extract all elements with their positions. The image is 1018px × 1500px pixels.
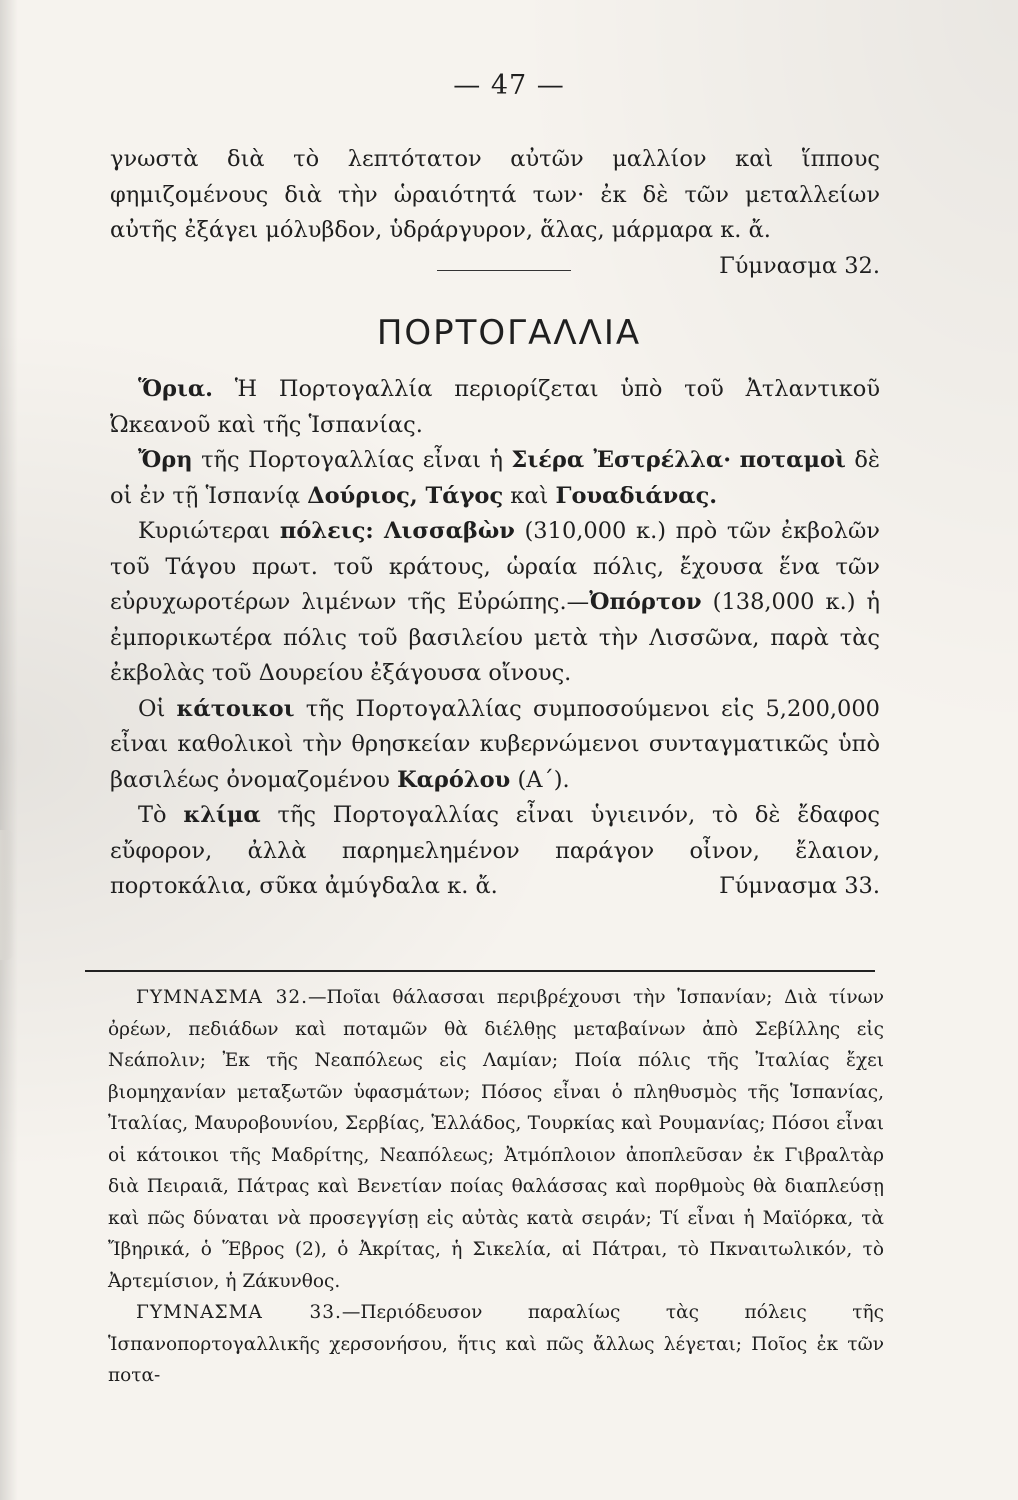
page-tear-mark (0, 830, 14, 960)
exercise-32: ΓΥΜΝΑΣΜΑ 32.—Ποῖαι θάλασσαι περιβρέχουσι τὴν Ἱσπανίαν; Διὰ τίνων ὀρέων, πεδιάδων καὶ ποταμῶν θὰ διέλθῃς μεταβαίνων ἀπὸ Σεβίλλης εἰς Νεάπολιν; Ἐκ τῆς Νεαπόλεως εἰς Λαμίαν; Ποία πόλις τῆς Ἰταλίας ἔχει βιομηχανίαν μεταξωτῶν ὑφασμάτων; Πόσος εἶναι ὁ πληθυσμὸς τῆς Ἱσπανίας, Ἰταλίας, Μαυροβουνίου, Σερβίας, Ἑλλάδος, Τουρκίας καὶ Ρουμανίας; Πόσοι εἶναι οἱ κάτοικοι τῆς Μαδρίτης, Νεαπόλεως; Ἀτμόπλοιον ἀποπλεῦσαν ἐκ Γιβραλτὰρ διὰ Πειραιᾶ, Πάτρας καὶ Βενετίαν ποίας θαλάσσας καὶ πορθμοὺς θὰ διαπλεύσῃ καὶ πῶς δύναται νὰ προσεγγίσῃ εἰς αὐτὰς κατὰ σειράν; Τί εἶναι ἡ Μαϊόρκα, τὰ Ἴβηρικά, ὁ Ἕβρος (2), ὁ Ἀκρίτας, ἡ Σικελία, αἱ Πάτραι, τὸ Πκναιτωλικόν, τὸ Ἀρτεμίσιον, ἡ Ζάκυνθος. (108, 987, 884, 1292)
paragraph-mountains-rivers: Ὄρη τῆς Πορτογαλλίας εἶναι ἡ Σιέρα Ἐστρέλλα· ποταμοὶ δὲ οἱ ἐν τῇ Ἱσπανίᾳ Δούριος, Τάγος καὶ Γουαδιάνας. (110, 447, 880, 509)
paragraph-climate: Τὸ κλίμα τῆς Πορτογαλλίας εἶναι ὑγιεινόν, τὸ δὲ ἔδαφος εὔφορον, ἀλλὰ παρημελημένον παράγον οἶνον, ἔλαιον, πορτοκάλια, σῦκα ἀμύγδαλα κ. ἄ. Γύμνασμα 33. (110, 798, 880, 905)
paragraph-borders: Ὅρια. Ἡ Πορτογαλλία περιορίζεται ὑπὸ τοῦ Ἀτλαντικοῦ Ὠκεανοῦ καὶ τῆς Ἱσπανίας. (110, 376, 880, 438)
label-borders: Ὅρια. (138, 376, 213, 402)
footnote-divider (85, 970, 875, 972)
exercise-reference-32: Γύμνασμα 32. (719, 252, 880, 279)
page-number: — 47 — (453, 70, 565, 101)
binding-edge-shadow (0, 0, 18, 1500)
paragraph-inhabitants: Οἱ κάτοικοι τῆς Πορτογαλλίας συμποσούμενοι εἰς 5,200,000 εἶναι καθολικοὶ τὴν θρησκείαν κυβερνώμενοι συνταγματικῶς ὑπὸ βασιλέως ὀνομαζομένου Καρόλου (Α΄). (110, 695, 880, 793)
paragraph-cities: Κυριώτεραι πόλεις: Λισσαβὼν (310,000 κ.) πρὸ τῶν ἐκβολῶν τοῦ Τάγου πρωτ. τοῦ κράτους, ὡραία πόλις, ἔχουσα ἕνα τῶν εὐρυχωροτέρων λιμένων τῆς Εὐρώπης.—Ὀπόρτον (138,000 κ.) ἡ ἐμπορικωτέρα πόλις τοῦ βασιλείου μετὰ τὴν Λισσῶνα, παρὰ τὰς ἐκβολὰς τοῦ Δουρείου ἐξάγουσα οἴνους. (110, 518, 880, 686)
exercise-reference-33: Γύμνασμα 33. (719, 873, 880, 899)
exercise-33-heading: ΓΥΜΝΑΣΜΑ 33. (136, 1302, 342, 1323)
exercise-33: ΓΥΜΝΑΣΜΑ 33.—Περιόδευσον παραλίως τὰς πόλεις τῆς Ἱσπανοπορτογαλλικῆς χερσονήσου, ἥτις καὶ πῶς ἄλλως λέγεται; Ποῖος ἐκ τῶν ποτα- (108, 1302, 884, 1386)
section-title: ΠΟΡΤΟΓΑΛΛΙΑ (376, 313, 642, 353)
exercise-32-heading: ΓΥΜΝΑΣΜΑ 32. (136, 987, 308, 1008)
top-paragraph (110, 142, 880, 284)
section-body (110, 372, 880, 905)
top-paragraph-text: γνωστὰ διὰ τὸ λεπτότατον αὐτῶν μαλλίον καὶ ἵππους φημιζομένους διὰ τὴν ὡραιότητά των· ἐκ δὲ τῶν μεταλλείων αὐτῆς ἐξάγει μόλυβδον, ὑδράργυρον, ἅλας, μάρμαρα κ. ἄ. Γύμνασμα 32. (110, 142, 880, 284)
section-divider (437, 270, 571, 271)
exercise-notes (108, 982, 884, 1392)
label-mountains: Ὄρη (138, 447, 193, 473)
